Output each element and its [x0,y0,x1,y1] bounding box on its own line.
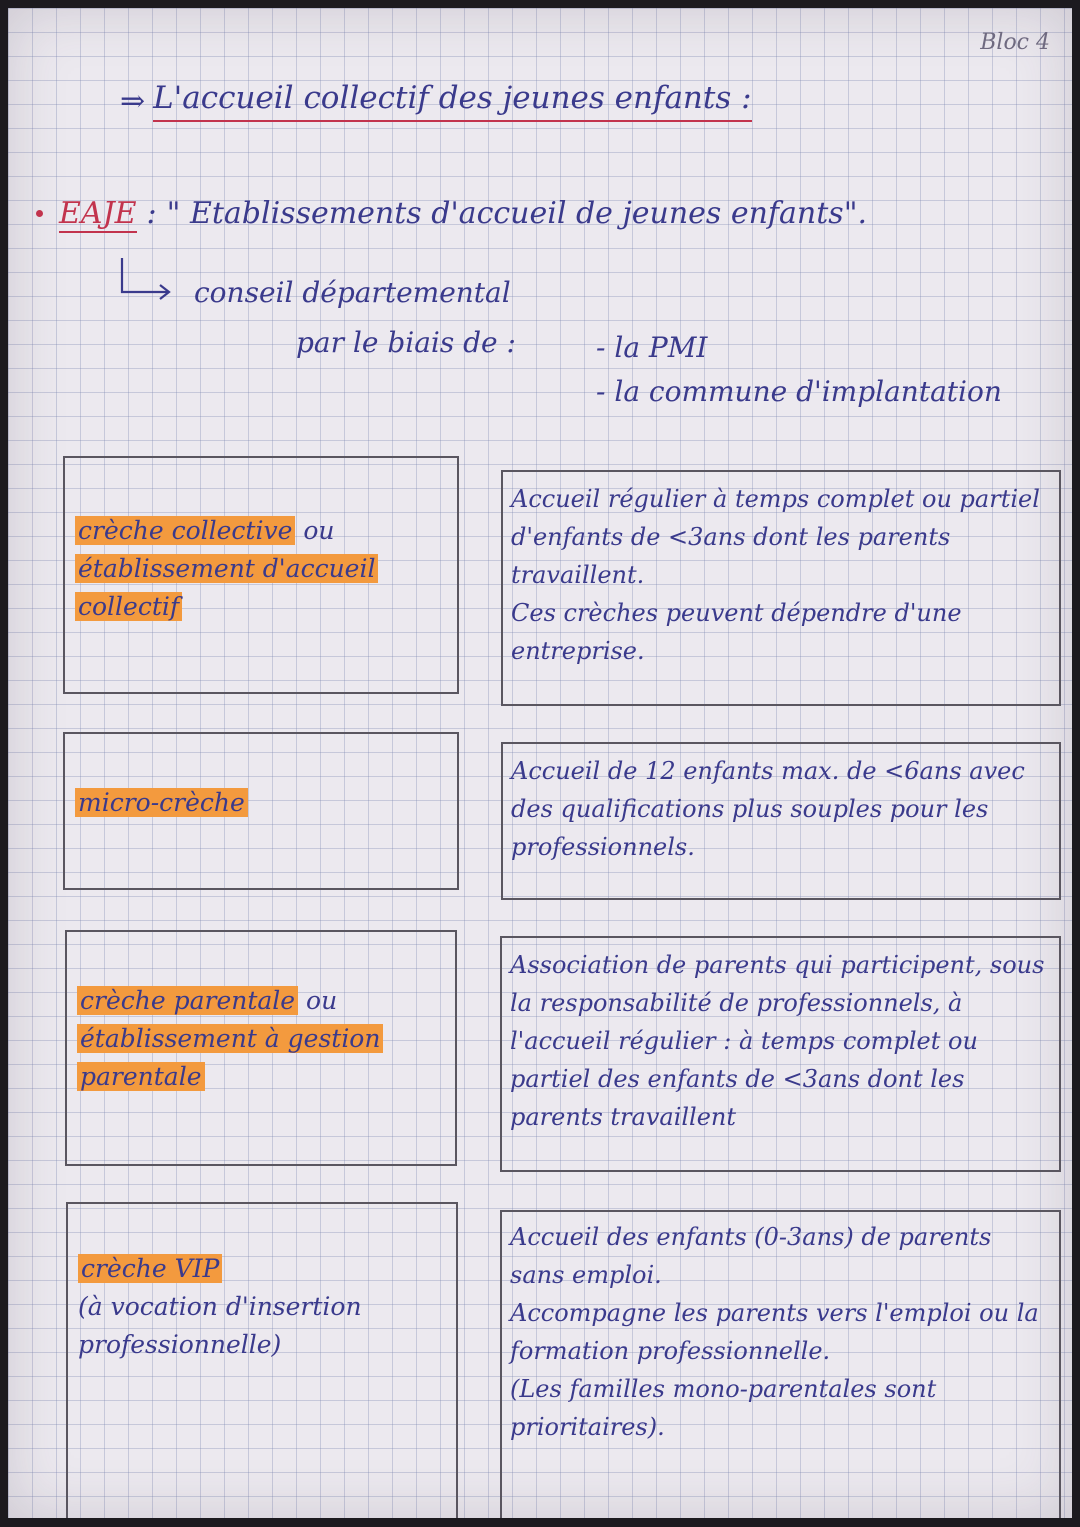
eaje-definition: " Etablissements d'accueil de jeunes enfants". [166,196,868,231]
description-line: Ces crèches peuvent dépendre d'une entreprise. [511,599,962,665]
desc-box-micro-creche [501,742,1061,900]
description-line: Accompagne les parents vers l'emploi ou la formation professionnelle. [510,1299,1039,1365]
conseil-departemental: conseil départemental [194,276,511,309]
term-highlight: crèche collective [75,516,295,545]
corner-arrow-icon [116,256,176,302]
biais-item-pmi: - la PMI [596,331,708,364]
desc-box-creche-parentale [500,936,1061,1172]
term-highlight: crèche VIP [78,1254,222,1283]
description-line: Association de parents qui participent, sous la responsabilité de professionnels, à l'accueil régulier : à temps complet ou partiel des enfants de <3ans dont les parents travaillent [510,951,1045,1131]
biais-list [596,326,1002,414]
desc-box-creche-collective [501,470,1061,706]
par-le-biais-de: par le biais de : [296,326,516,359]
bullet-icon [36,210,43,217]
term-note: (à vocation d'insertion professionnelle) [78,1292,362,1359]
description-line: (Les familles mono-parentales sont prioritaires). [510,1375,937,1441]
description-text [510,946,1051,1136]
description-text [510,1218,1051,1446]
double-arrow-icon: ⇒ [120,83,146,119]
notebook-page [8,8,1072,1518]
term-text [77,982,445,1096]
term-box-creche-parentale [65,930,457,1166]
description-line: Accueil de 12 enfants max. de <6ans avec des qualifications plus souples pour les professionnels. [511,757,1025,861]
page-title: L'accueil collectif des jeunes enfants : [153,80,751,122]
term-highlight-secondary: établissement à gestion parentale [77,1024,383,1091]
term-connector: ou [295,516,335,545]
eaje-colon: : [146,196,157,231]
eaje-definition-row [36,196,867,233]
term-box-creche-collective [63,456,459,694]
term-highlight: micro-crèche [75,788,248,817]
bloc-label: Bloc 4 [980,30,1050,55]
term-highlight-secondary: établissement d'accueil collectif [75,554,378,621]
term-box-creche-vip [66,1202,458,1518]
biais-item-commune: - la commune d'implantation [596,375,1002,408]
description-line: Accueil régulier à temps complet ou partiel d'enfants de <3ans dont les parents travaillent. [511,485,1040,589]
term-highlight: crèche parentale [77,986,298,1015]
desc-box-creche-vip [500,1210,1061,1518]
page-title-row [120,80,752,122]
term-text [75,784,447,822]
term-box-micro-creche [63,732,459,890]
description-text [511,752,1051,866]
term-text [75,512,447,626]
term-text [78,1250,446,1364]
eaje-acronym: EAJE [59,196,137,231]
description-text [511,480,1051,670]
term-connector: ou [298,986,338,1015]
description-line: Accueil des enfants (0-3ans) de parents sans emploi. [510,1223,992,1289]
